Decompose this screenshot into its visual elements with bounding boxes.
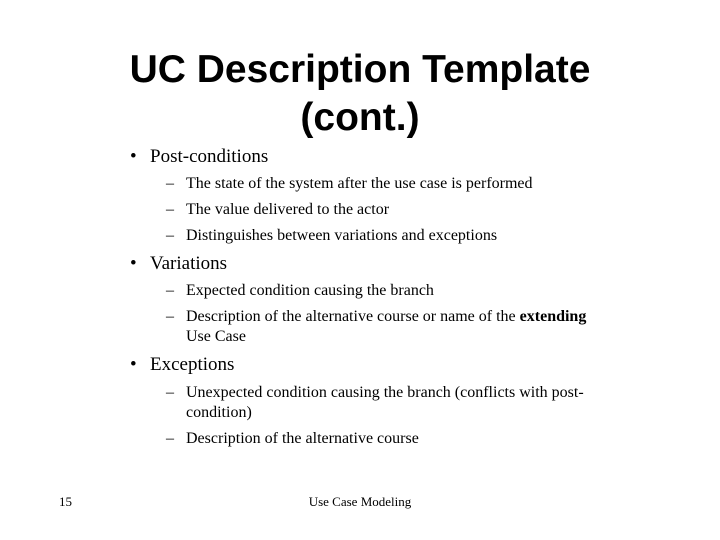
slide-title-line-1: UC Description Template <box>129 48 591 91</box>
sub-item <box>166 429 419 449</box>
dash-marker: – <box>166 227 174 244</box>
sub-item-continuation: condition) <box>186 404 252 421</box>
dash-marker: – <box>166 430 174 447</box>
sub-item-bold-text: extending <box>519 308 587 325</box>
sub-item-text: Distinguishes between variations and exceptions <box>186 227 498 244</box>
slide-title <box>60 46 660 142</box>
sub-item <box>166 174 533 194</box>
slide-title-line-2: (cont.) <box>300 96 420 139</box>
bullet-exceptions <box>130 354 234 376</box>
bullet-post-conditions <box>130 146 268 168</box>
bullet-variations <box>130 253 227 275</box>
dash-marker: – <box>166 384 174 401</box>
footer-title: Use Case Modeling <box>308 494 412 509</box>
sub-item-text: The state of the system after the use case is performed <box>186 175 533 192</box>
sub-item-text: Description of the alternative course or name of the <box>186 308 520 325</box>
sub-item <box>166 226 497 246</box>
dash-marker: – <box>166 175 174 192</box>
page-number: 15 <box>59 494 72 509</box>
sub-item-text: Unexpected condition causing the branch (conflicts with post- <box>186 384 584 401</box>
sub-item-text: The value delivered to the actor <box>186 201 390 218</box>
sub-item-text: Expected condition causing the branch <box>186 282 434 299</box>
bullet-marker: • <box>130 146 137 167</box>
bullet-heading: Post-conditions <box>150 146 269 167</box>
dash-marker: – <box>166 308 174 325</box>
sub-item <box>166 281 434 301</box>
sub-item <box>166 307 586 347</box>
bullet-heading: Exceptions <box>150 354 235 375</box>
bullet-heading: Variations <box>150 253 228 274</box>
sub-item <box>166 200 389 220</box>
bullet-marker: • <box>130 253 137 274</box>
dash-marker: – <box>166 282 174 299</box>
sub-item-text: Description of the alternative course <box>186 430 419 447</box>
sub-item-continuation: Use Case <box>186 328 246 345</box>
sub-item <box>166 383 584 423</box>
bullet-marker: • <box>130 354 137 375</box>
dash-marker: – <box>166 201 174 218</box>
